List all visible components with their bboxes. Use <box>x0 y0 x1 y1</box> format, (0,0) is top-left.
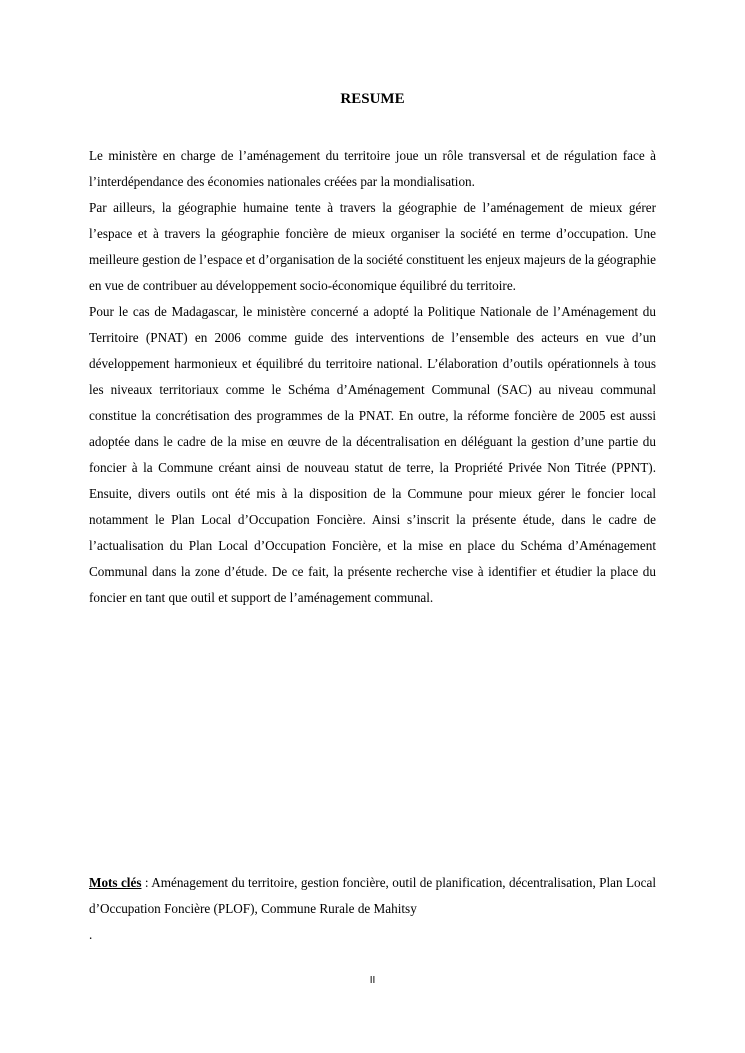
paragraph-1: Le ministère en charge de l’aménagement du territoire joue un rôle transversal et de régulation face à l’interdépendance des économies nationales créées par la mondialisation. <box>89 148 656 189</box>
trailing-mark: . <box>89 927 93 942</box>
keywords-separator: : <box>141 875 152 890</box>
abstract-body <box>89 143 656 611</box>
keywords-section <box>89 870 656 922</box>
page-number: II <box>369 975 376 986</box>
paragraph-2: Par ailleurs, la géographie humaine tente à travers la géographie de l’aménagement de mieux gérer l’espace et à travers la géographie foncière de mieux organiser la société en terme d’occupation. Une meilleure gestion de l’espace et d’organisation de la société constituent les enjeux majeurs de la géographie en vue de contribuer au développement socio-économique équilibré du territoire. <box>89 200 656 293</box>
keywords-label: Mots clés <box>89 875 142 890</box>
page-title: RESUME <box>340 91 405 107</box>
paragraph-3: Pour le cas de Madagascar, le ministère concerné a adopté la Politique Nationale de l’Aménagement du Territoire (PNAT) en 2006 comme guide des interventions de l’ensemble des acteurs en vue d’un développement harmonieux et équilibré du territoire national. L’élaboration d’outils opérationnels à tous les niveaux territoriaux comme le Schéma d’Aménagement Communal (SAC) au niveau communal constitue la concrétisation des programmes de la PNAT. En outre, la réforme foncière de 2005 est aussi adoptée dans le cadre de la mise en œuvre de la décentralisation en déléguant la gestion d’une partie du foncier à la Commune créant ainsi de nouveau statut de terre, la Propriété Privée Non Titrée (PPNT). Ensuite, divers outils ont été mis à la disposition de la Commune pour mieux gérer le foncier local notamment le Plan Local d’Occupation Foncière. Ainsi s’inscrit la présente étude, dans le cadre de l’actualisation du Plan Local d’Occupation Foncière, et la mise en place du Schéma d’Aménagement Communal dans la zone d’étude. De ce fait, la présente recherche vise à identifier et étudier la place du foncier en tant que outil et support de l’aménagement communal. <box>89 304 656 605</box>
keywords-text: Aménagement du territoire, gestion foncière, outil de planification, décentralisation, Plan Local d’Occupation Foncière (PLOF), Commune Rurale de Mahitsy <box>89 875 656 916</box>
